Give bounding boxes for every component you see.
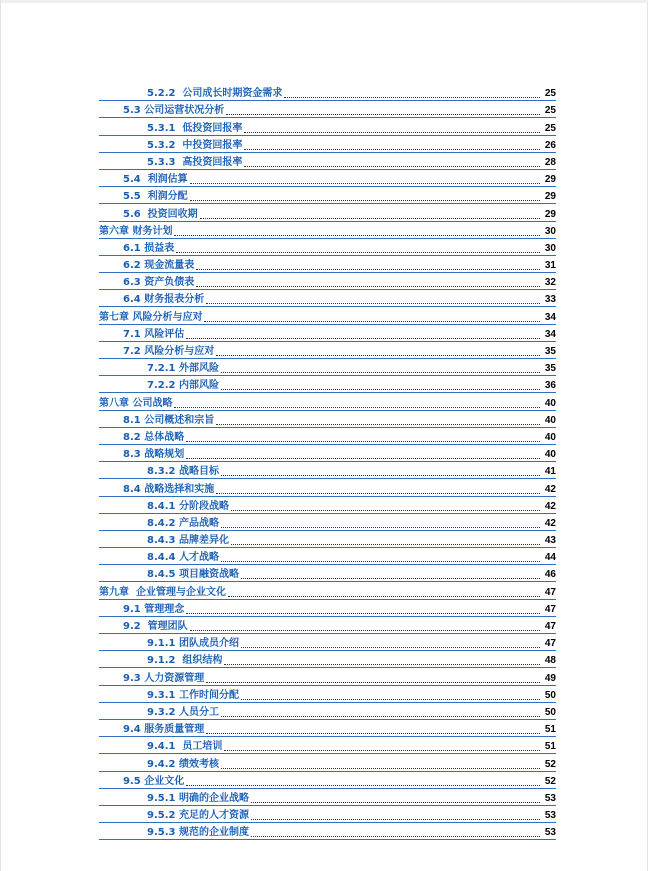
toc-entry[interactable] xyxy=(99,618,556,635)
toc-dot-leader xyxy=(186,441,540,442)
toc-entry[interactable] xyxy=(99,807,556,824)
toc-page-number: 40 xyxy=(544,397,556,409)
toc-dot-leader xyxy=(221,389,540,390)
toc-page-number: 44 xyxy=(544,552,556,564)
toc-dot-leader xyxy=(241,647,540,648)
toc-entry[interactable] xyxy=(99,119,556,136)
toc-dot-leader xyxy=(186,338,540,339)
toc-page-number: 49 xyxy=(544,672,556,684)
toc-chapter-entry[interactable] xyxy=(99,308,556,325)
toc-entry-title: 9.1.1 团队成员介绍 xyxy=(147,638,239,650)
toc-entry[interactable] xyxy=(99,532,556,549)
toc-dot-leader xyxy=(244,166,540,167)
toc-entry-title: 7.2 风险分析与应对 xyxy=(123,346,215,357)
toc-entry[interactable] xyxy=(99,360,556,377)
toc-page-number: 48 xyxy=(544,655,556,667)
toc-entry-title: 6.2 现金流量表 xyxy=(123,260,195,272)
toc-dot-leader xyxy=(251,819,540,820)
toc-dot-leader xyxy=(221,475,540,476)
toc-entry[interactable] xyxy=(99,463,556,480)
toc-entry[interactable] xyxy=(99,257,556,274)
toc-dot-leader xyxy=(174,235,540,236)
toc-page-number: 28 xyxy=(544,156,556,168)
toc-entry-title: 9.5.3 规范的企业制度 xyxy=(147,827,249,839)
toc-page-number: 40 xyxy=(544,449,556,461)
toc-entry[interactable] xyxy=(99,343,556,360)
toc-entry-title: 5.3 公司运营状况分析 xyxy=(123,105,225,117)
toc-page-number: 47 xyxy=(544,603,556,615)
toc-page-number: 47 xyxy=(544,621,556,632)
toc-entry-title: 9.3.2 人员分工 xyxy=(147,706,219,718)
toc-page-number: 47 xyxy=(544,638,556,650)
toc-page-number: 40 xyxy=(544,431,556,443)
toc-entry-title: 5.3.3 高投资回报率 xyxy=(147,156,243,168)
toc-entry[interactable] xyxy=(99,687,556,704)
toc-entry-title: 5.5 利润分配 xyxy=(123,191,188,203)
toc-entry-title: 5.6 投资回收期 xyxy=(123,208,198,220)
toc-entry-title: 9.5 企业文化 xyxy=(123,775,185,787)
toc-page-number: 34 xyxy=(544,311,556,323)
toc-entry-title: 8.2 总体战略 xyxy=(123,431,185,443)
toc-entry[interactable] xyxy=(99,171,556,188)
toc-page-number: 52 xyxy=(544,758,556,770)
toc-dot-leader xyxy=(200,218,540,219)
toc-entry[interactable] xyxy=(99,154,556,171)
toc-entry[interactable] xyxy=(99,566,556,583)
toc-entry-title: 8.4.2 产品战略 xyxy=(147,517,219,529)
toc-entry[interactable] xyxy=(99,498,556,515)
toc-dot-leader xyxy=(241,578,540,579)
toc-entry[interactable] xyxy=(99,790,556,807)
toc-entry-title: 第六章 财务计划 xyxy=(99,225,173,237)
toc-dot-leader xyxy=(206,682,540,683)
toc-entry[interactable] xyxy=(99,824,556,841)
toc-page-number: 32 xyxy=(544,277,556,289)
toc-entry-title: 9.4.2 绩效考核 xyxy=(147,758,219,770)
toc-entry-title: 9.1.2 组织结构 xyxy=(147,655,223,667)
toc-entry-title: 5.3.2 中投资回报率 xyxy=(147,139,243,151)
toc-page-number: 51 xyxy=(544,724,556,736)
toc-dot-leader xyxy=(176,252,540,253)
toc-entry-title: 7.2.1 外部风险 xyxy=(147,363,219,375)
toc-dot-leader xyxy=(216,493,540,494)
toc-dot-leader xyxy=(204,321,540,322)
toc-entry-title: 8.4.5 项目融资战略 xyxy=(147,569,239,581)
toc-entry[interactable] xyxy=(99,102,556,119)
toc-dot-leader xyxy=(221,716,540,717)
toc-entry[interactable] xyxy=(99,721,556,738)
toc-chapter-entry[interactable] xyxy=(99,583,556,600)
toc-entry-title: 7.2.2 内部风险 xyxy=(147,380,219,392)
toc-entry[interactable] xyxy=(99,480,556,497)
toc-page-number: 50 xyxy=(544,706,556,718)
toc-entry[interactable] xyxy=(99,652,556,669)
toc-entry-title: 9.1 管理理念 xyxy=(123,603,185,615)
toc-dot-leader xyxy=(186,613,540,614)
toc-page-number: 47 xyxy=(544,586,556,598)
toc-entry[interactable] xyxy=(99,635,556,652)
toc-dot-leader xyxy=(196,286,540,287)
toc-entry[interactable] xyxy=(99,85,556,102)
toc-dot-leader xyxy=(206,303,540,304)
toc-page-number: 25 xyxy=(544,88,556,100)
toc-dot-leader xyxy=(251,836,540,837)
toc-entry-title: 8.4.3 品牌差异化 xyxy=(147,535,229,547)
toc-dot-leader xyxy=(216,424,540,425)
toc-page-number: 53 xyxy=(544,792,556,804)
toc-entry[interactable] xyxy=(99,773,556,790)
toc-page-number: 30 xyxy=(544,225,556,237)
toc-dot-leader xyxy=(196,269,540,270)
toc-entry[interactable] xyxy=(99,291,556,308)
toc-entry[interactable] xyxy=(99,755,556,772)
toc-entry-title: 9.5.1 明确的企业战略 xyxy=(147,792,249,804)
toc-entry-title: 9.4.1 员工培训 xyxy=(147,741,223,753)
toc-page-number: 25 xyxy=(544,105,556,117)
toc-entry[interactable] xyxy=(99,549,556,566)
toc-dot-leader xyxy=(221,561,540,562)
toc-dot-leader xyxy=(206,733,540,734)
toc-page-number: 29 xyxy=(544,174,556,186)
toc-page-number: 40 xyxy=(544,414,556,426)
toc-dot-leader xyxy=(221,372,540,373)
table-of-contents xyxy=(99,85,556,841)
toc-entry[interactable] xyxy=(99,377,556,394)
toc-entry[interactable] xyxy=(99,669,556,686)
toc-page-number: 35 xyxy=(544,363,556,375)
toc-dot-leader xyxy=(251,802,540,803)
toc-dot-leader xyxy=(221,527,540,528)
toc-page-number: 50 xyxy=(544,689,556,701)
toc-page-number: 31 xyxy=(544,260,556,272)
toc-entry[interactable] xyxy=(99,137,556,154)
toc-page-number: 43 xyxy=(544,535,556,547)
toc-entry-title: 5.4 利润估算 xyxy=(123,174,188,186)
toc-entry-title: 第九章 企业管理与企业文化 xyxy=(99,586,226,598)
toc-entry[interactable] xyxy=(99,704,556,721)
toc-entry[interactable] xyxy=(99,326,556,343)
toc-entry-title: 6.4 财务报表分析 xyxy=(123,294,205,306)
toc-page-number: 25 xyxy=(544,122,556,134)
toc-page-number: 30 xyxy=(544,242,556,254)
toc-page-number: 35 xyxy=(544,346,556,357)
toc-page-number: 53 xyxy=(544,827,556,839)
toc-dot-leader xyxy=(231,544,540,545)
toc-entry[interactable] xyxy=(99,412,556,429)
toc-page-number: 42 xyxy=(544,500,556,512)
toc-entry[interactable] xyxy=(99,429,556,446)
toc-entry-title: 第八章 公司战略 xyxy=(99,397,173,409)
toc-dot-leader xyxy=(186,458,540,459)
toc-entry[interactable] xyxy=(99,515,556,532)
toc-dot-leader xyxy=(174,407,540,408)
toc-dot-leader xyxy=(284,97,540,98)
toc-entry[interactable] xyxy=(99,205,556,222)
toc-entry-title: 9.2 管理团队 xyxy=(123,621,188,632)
toc-dot-leader xyxy=(190,200,540,201)
toc-entry-title: 5.3.1 低投资回报率 xyxy=(147,122,243,134)
toc-entry-title: 9.4 服务质量管理 xyxy=(123,724,205,736)
toc-page-number: 41 xyxy=(544,466,556,478)
toc-entry-title: 9.5.2 充足的人才资源 xyxy=(147,810,249,822)
toc-chapter-entry[interactable] xyxy=(99,394,556,411)
toc-entry[interactable] xyxy=(99,601,556,618)
toc-page-number: 36 xyxy=(544,380,556,392)
toc-page-number: 42 xyxy=(544,483,556,495)
toc-dot-leader xyxy=(228,596,540,597)
toc-entry-title: 8.3 战略规划 xyxy=(123,449,185,461)
toc-page-number: 34 xyxy=(544,328,556,340)
toc-entry-title: 8.4.4 人才战略 xyxy=(147,552,219,564)
toc-entry-title: 5.2.2 公司成长时期资金需求 xyxy=(147,88,283,100)
toc-dot-leader xyxy=(231,510,540,511)
toc-dot-leader xyxy=(241,699,540,700)
toc-dot-leader xyxy=(226,114,540,115)
toc-entry[interactable] xyxy=(99,738,556,755)
toc-dot-leader xyxy=(190,183,540,184)
page-top-edge xyxy=(1,0,648,3)
toc-entry-title: 8.4.1 分阶段战略 xyxy=(147,500,229,512)
toc-page-number: 42 xyxy=(544,517,556,529)
toc-dot-leader xyxy=(244,132,540,133)
toc-entry[interactable] xyxy=(99,240,556,257)
toc-page-number: 33 xyxy=(544,294,556,306)
toc-dot-leader xyxy=(221,768,540,769)
toc-entry-title: 6.1 损益表 xyxy=(123,242,175,254)
toc-dot-leader xyxy=(244,149,540,150)
toc-page-number: 53 xyxy=(544,810,556,822)
toc-dot-leader xyxy=(224,750,540,751)
toc-entry[interactable] xyxy=(99,274,556,291)
toc-page-number: 26 xyxy=(544,139,556,151)
toc-entry-title: 8.4 战略选择和实施 xyxy=(123,483,215,495)
toc-entry-title: 7.1 风险评估 xyxy=(123,328,185,340)
toc-entry-title: 9.3.1 工作时间分配 xyxy=(147,689,239,701)
toc-dot-leader xyxy=(186,785,540,786)
toc-page-number: 29 xyxy=(544,191,556,203)
toc-page-number: 52 xyxy=(544,775,556,787)
toc-entry-title: 第七章 风险分析与应对 xyxy=(99,311,203,323)
toc-dot-leader xyxy=(190,630,540,631)
toc-page-number: 29 xyxy=(544,208,556,220)
toc-entry-title: 8.3.2 战略目标 xyxy=(147,466,219,478)
toc-entry[interactable] xyxy=(99,446,556,463)
toc-entry-title: 9.3 人力资源管理 xyxy=(123,672,205,684)
toc-page-number: 46 xyxy=(544,569,556,581)
toc-chapter-entry[interactable] xyxy=(99,223,556,240)
toc-entry-title: 8.1 公司概述和宗旨 xyxy=(123,414,215,426)
toc-dot-leader xyxy=(224,664,540,665)
toc-page-number: 51 xyxy=(544,741,556,753)
toc-dot-leader xyxy=(216,355,540,356)
toc-entry-title: 6.3 资产负债表 xyxy=(123,277,195,289)
toc-entry[interactable] xyxy=(99,188,556,205)
